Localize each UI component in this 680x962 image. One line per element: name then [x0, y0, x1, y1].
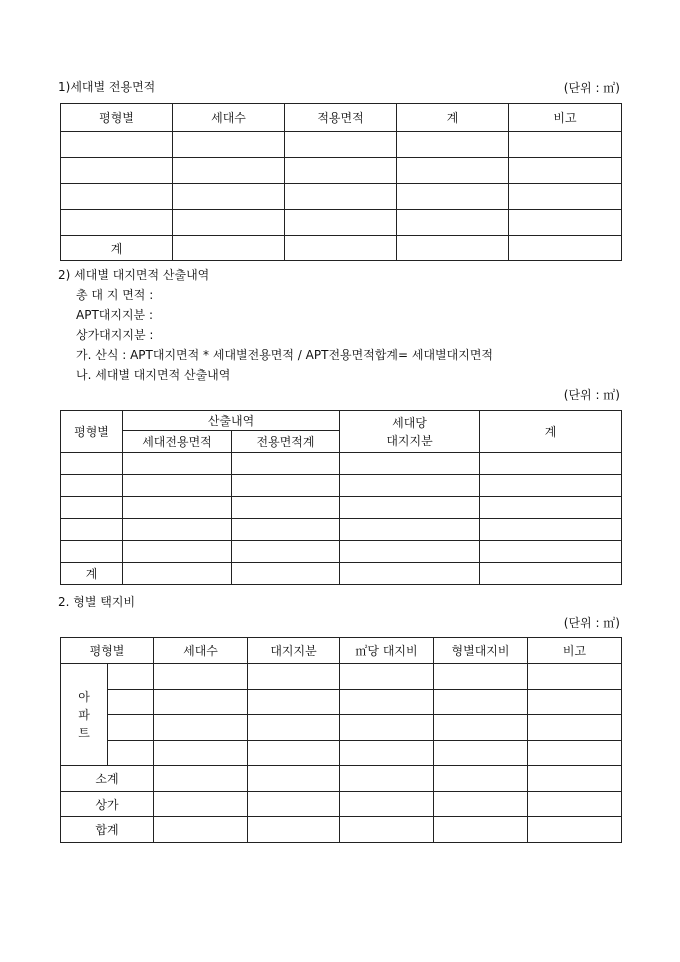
table-cell[interactable]: [509, 158, 622, 184]
section3-title: 2. 형별 택지비: [58, 595, 136, 609]
table-row: [61, 210, 622, 236]
commercial-row: [61, 792, 622, 817]
header-cell: 평형별: [61, 638, 154, 664]
table-cell[interactable]: [248, 817, 340, 843]
header-cell: 산출내역: [123, 411, 340, 431]
table-cell[interactable]: [61, 158, 173, 184]
table-cell[interactable]: [248, 766, 340, 792]
table-row: [61, 184, 622, 210]
table-header-row: [61, 638, 622, 664]
table-cell[interactable]: [434, 817, 528, 843]
table-cell[interactable]: [61, 210, 173, 236]
table-row: [61, 519, 622, 541]
table-row: [61, 497, 622, 519]
table-cell[interactable]: [232, 563, 340, 585]
table-cell[interactable]: [434, 664, 528, 690]
header-cell-line: 세대당: [392, 415, 427, 430]
table-cell[interactable]: [340, 817, 434, 843]
section2-line: 상가대지지분 :: [76, 328, 154, 342]
table-cell[interactable]: [434, 766, 528, 792]
table-cell[interactable]: [154, 690, 248, 715]
total-label: 합계: [61, 817, 154, 843]
table-cell[interactable]: [340, 519, 480, 541]
apt-label: [61, 664, 108, 766]
apt-label-char: 아: [78, 689, 90, 704]
total-label: 계: [61, 563, 123, 585]
table-cell[interactable]: [285, 158, 397, 184]
table-cell[interactable]: [480, 453, 622, 475]
table-cell[interactable]: [285, 184, 397, 210]
table-cell[interactable]: [232, 475, 340, 497]
table-cell[interactable]: [340, 690, 434, 715]
table-cell[interactable]: [61, 519, 123, 541]
table-cell[interactable]: [434, 741, 528, 766]
table-cell[interactable]: [123, 519, 232, 541]
table-cell[interactable]: [340, 497, 480, 519]
table-cell[interactable]: [434, 715, 528, 741]
table-cell[interactable]: [61, 132, 173, 158]
header-cell: 세대전용면적: [123, 431, 232, 453]
table-cell[interactable]: [232, 497, 340, 519]
table-cell[interactable]: [61, 475, 123, 497]
header-cell: 적용면적: [285, 104, 397, 132]
table-cell[interactable]: [528, 715, 622, 741]
total-row: [61, 563, 622, 585]
table-cell[interactable]: [434, 792, 528, 817]
table-cell[interactable]: [123, 541, 232, 563]
table-row: [61, 690, 622, 715]
table-cell[interactable]: [61, 453, 123, 475]
header-cell: 대지지분: [248, 638, 340, 664]
header-cell: 계: [480, 411, 622, 453]
header-cell: [340, 411, 480, 453]
header-cell: 비고: [509, 104, 622, 132]
table-cell[interactable]: [340, 453, 480, 475]
table-cell[interactable]: [397, 158, 509, 184]
table-cell[interactable]: [285, 236, 397, 261]
table-header-row: [61, 411, 622, 431]
subtotal-label: 소계: [61, 766, 154, 792]
table-cell[interactable]: [434, 690, 528, 715]
table-row: [61, 715, 622, 741]
table-cell[interactable]: [61, 184, 173, 210]
section2-title: 2) 세대별 대지면적 산출내역: [58, 268, 210, 282]
table-cell[interactable]: [528, 690, 622, 715]
table-cell[interactable]: [509, 210, 622, 236]
header-cell: 형별대지비: [434, 638, 528, 664]
header-cell: 평형별: [61, 104, 173, 132]
table-cell[interactable]: [232, 541, 340, 563]
table-cell[interactable]: [340, 715, 434, 741]
table-cell[interactable]: [528, 741, 622, 766]
table-cell[interactable]: [173, 132, 285, 158]
section2-line: APT대지지분 :: [76, 308, 154, 322]
apt-label-char: 트: [78, 725, 90, 740]
table-cell[interactable]: [154, 766, 248, 792]
table-cell[interactable]: [340, 541, 480, 563]
table-cell[interactable]: [248, 741, 340, 766]
table-cell[interactable]: [528, 817, 622, 843]
table-cell[interactable]: [480, 519, 622, 541]
table-cell[interactable]: [248, 664, 340, 690]
section2-line: 나. 세대별 대지면적 산출내역: [76, 368, 231, 382]
table-cell[interactable]: [340, 475, 480, 497]
table-cell[interactable]: [480, 563, 622, 585]
table-cell[interactable]: [154, 715, 248, 741]
table-cell[interactable]: [123, 563, 232, 585]
header-cell: 평형별: [61, 411, 123, 453]
table-cell[interactable]: [173, 158, 285, 184]
table-cell[interactable]: [108, 741, 154, 766]
table-cell[interactable]: [509, 236, 622, 261]
commercial-label: 상가: [61, 792, 154, 817]
table-cell[interactable]: [285, 210, 397, 236]
table-cell[interactable]: [248, 715, 340, 741]
table-row: [61, 664, 622, 690]
header-cell: 전용면적계: [232, 431, 340, 453]
table-cell[interactable]: [340, 664, 434, 690]
table-cell[interactable]: [528, 664, 622, 690]
table-cell[interactable]: [154, 741, 248, 766]
table-cell[interactable]: [232, 519, 340, 541]
table-row: [61, 158, 622, 184]
subtotal-row: [61, 766, 622, 792]
table-cell[interactable]: [123, 475, 232, 497]
table-cell[interactable]: [509, 132, 622, 158]
table-cell[interactable]: [154, 664, 248, 690]
section2-line: 총 대 지 면적 :: [76, 288, 154, 302]
section1-unit: (단위 : ㎡): [563, 81, 620, 95]
table-cell[interactable]: [123, 453, 232, 475]
table-cell[interactable]: [248, 792, 340, 817]
section2-unit: (단위 : ㎡): [563, 388, 620, 402]
table-cell[interactable]: [232, 453, 340, 475]
table-cell[interactable]: [480, 497, 622, 519]
table-cell[interactable]: [397, 236, 509, 261]
apt-label-char: 파: [78, 707, 90, 722]
table-cell[interactable]: [509, 184, 622, 210]
table-cell[interactable]: [528, 766, 622, 792]
table-row: [61, 541, 622, 563]
table-cell[interactable]: [340, 741, 434, 766]
total-row: [61, 817, 622, 843]
table-cell[interactable]: [340, 792, 434, 817]
table-cell[interactable]: [108, 715, 154, 741]
table-cell[interactable]: [173, 184, 285, 210]
table-header-row: [61, 104, 622, 132]
table-cell[interactable]: [480, 541, 622, 563]
total-label: 계: [61, 236, 173, 261]
table-cell[interactable]: [340, 563, 480, 585]
table-cell[interactable]: [154, 817, 248, 843]
section1-table: [60, 103, 622, 261]
header-cell: ㎡당 대지비: [340, 638, 434, 664]
table-cell[interactable]: [173, 210, 285, 236]
section3-unit: (단위 : ㎡): [563, 616, 620, 630]
header-cell-line: 대지지분: [386, 433, 433, 448]
header-cell: 세대수: [173, 104, 285, 132]
table-cell[interactable]: [173, 236, 285, 261]
table-row: [61, 475, 622, 497]
table-cell[interactable]: [154, 792, 248, 817]
header-cell: 세대수: [154, 638, 248, 664]
table-cell[interactable]: [61, 541, 123, 563]
table-cell[interactable]: [285, 132, 397, 158]
table-cell[interactable]: [108, 664, 154, 690]
table-cell[interactable]: [528, 792, 622, 817]
table-cell[interactable]: [397, 210, 509, 236]
table-row: [61, 453, 622, 475]
table-cell[interactable]: [340, 766, 434, 792]
formula-line: 가. 산식 : APT대지면적 * 세대별전용면적 / APT전용면적합계= 세대별대지면적: [76, 348, 494, 362]
table-cell[interactable]: [108, 690, 154, 715]
table-row: [61, 132, 622, 158]
section1-title: 1)세대별 전용면적: [58, 80, 156, 94]
table-cell[interactable]: [397, 132, 509, 158]
table-cell[interactable]: [123, 497, 232, 519]
table-cell[interactable]: [61, 497, 123, 519]
total-row: [61, 236, 622, 261]
header-cell: 비고: [528, 638, 622, 664]
table-cell[interactable]: [480, 475, 622, 497]
table-cell[interactable]: [397, 184, 509, 210]
table-row: [61, 741, 622, 766]
header-cell: 계: [397, 104, 509, 132]
table-cell[interactable]: [248, 690, 340, 715]
section2-table: [60, 410, 622, 585]
section3-table: [60, 637, 622, 843]
